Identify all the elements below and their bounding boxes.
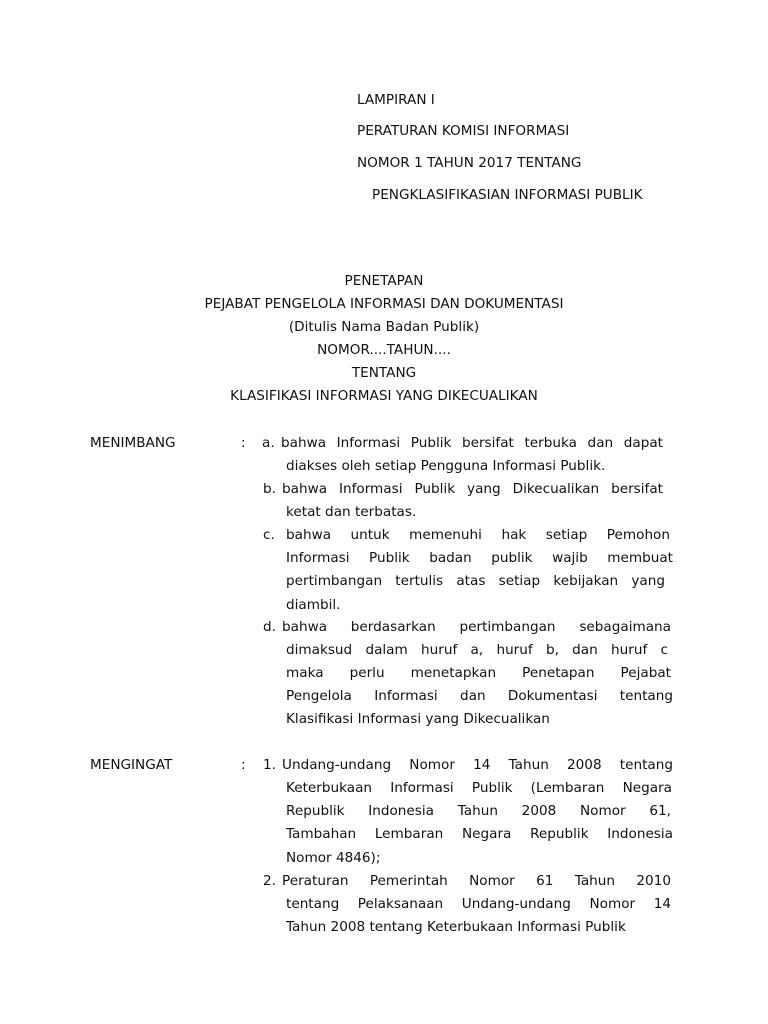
menimbang-colon: :: [241, 435, 246, 451]
item-line: bahwa Informasi Publik yang Dikecualikan bersifat: [282, 481, 663, 497]
title-tentang: TENTANG: [351, 365, 417, 381]
mengingat-label: MENGINGAT: [90, 757, 173, 773]
item-line: Keterbukaan Informasi Publik (Lembaran Negara: [286, 780, 672, 796]
title-penetapan: PENETAPAN: [344, 273, 424, 289]
item-line: Pengelola Informasi dan Dokumentasi tentang: [286, 688, 673, 704]
item-line: Klasifikasi Informasi yang Dikecualikan: [286, 711, 550, 727]
item-line: Tahun 2008 tentang Keterbukaan Informasi Publik: [286, 919, 626, 935]
item-marker: b.: [263, 481, 276, 497]
title-klasifikasi: KLASIFIKASI INFORMASI YANG DIKECUALIKAN: [230, 388, 538, 404]
header-line-nomor: NOMOR 1 TAHUN 2017 TENTANG: [357, 155, 582, 171]
item-line: maka perlu menetapkan Penetapan Pejabat: [286, 665, 671, 681]
header-line-lampiran: LAMPIRAN I: [357, 92, 435, 108]
title-pejabat: PEJABAT PENGELOLA INFORMASI DAN DOKUMENTASI: [204, 296, 564, 312]
item-line: ketat dan terbatas.: [286, 504, 417, 520]
item-line: Peraturan Pemerintah Nomor 61 Tahun 2010: [282, 873, 671, 889]
item-line: Republik Indonesia Tahun 2008 Nomor 61,: [286, 803, 671, 819]
item-line: dimaksud dalam huruf a, huruf b, dan huruf c: [286, 642, 668, 658]
title-nomor: NOMOR....TAHUN....: [317, 342, 451, 358]
item-line: bahwa untuk memenuhi hak setiap Pemohon: [286, 527, 670, 543]
item-line: pertimbangan tertulis atas setiap kebijakan yang: [286, 573, 665, 589]
item-line: diambil.: [286, 597, 341, 613]
item-line: bahwa berdasarkan pertimbangan sebagaimana: [282, 619, 671, 635]
header-line-subject: PENGKLASIFIKASIAN INFORMASI PUBLIK: [372, 187, 643, 203]
item-line: diakses oleh setiap Pengguna Informasi Publik.: [286, 458, 606, 474]
item-marker: a.: [262, 435, 275, 451]
item-line: tentang Pelaksanaan Undang-undang Nomor 14: [286, 896, 671, 912]
header-line-peraturan: PERATURAN KOMISI INFORMASI: [357, 123, 570, 139]
title-badan-publik: (Ditulis Nama Badan Publik): [288, 319, 480, 335]
item-line: Undang-undang Nomor 14 Tahun 2008 tentang: [282, 757, 673, 773]
item-line: bahwa Informasi Publik bersifat terbuka dan dapat: [281, 435, 663, 451]
item-line: Informasi Publik badan publik wajib membuat: [286, 550, 673, 566]
mengingat-colon: :: [241, 757, 246, 773]
item-marker: 1.: [263, 757, 276, 773]
item-line: Tambahan Lembaran Negara Republik Indonesia: [286, 826, 673, 842]
menimbang-label: MENIMBANG: [90, 435, 176, 451]
item-line: Nomor 4846);: [286, 850, 381, 866]
item-marker: 2.: [263, 873, 276, 889]
item-marker: d.: [263, 619, 276, 635]
item-marker: c.: [263, 527, 275, 543]
